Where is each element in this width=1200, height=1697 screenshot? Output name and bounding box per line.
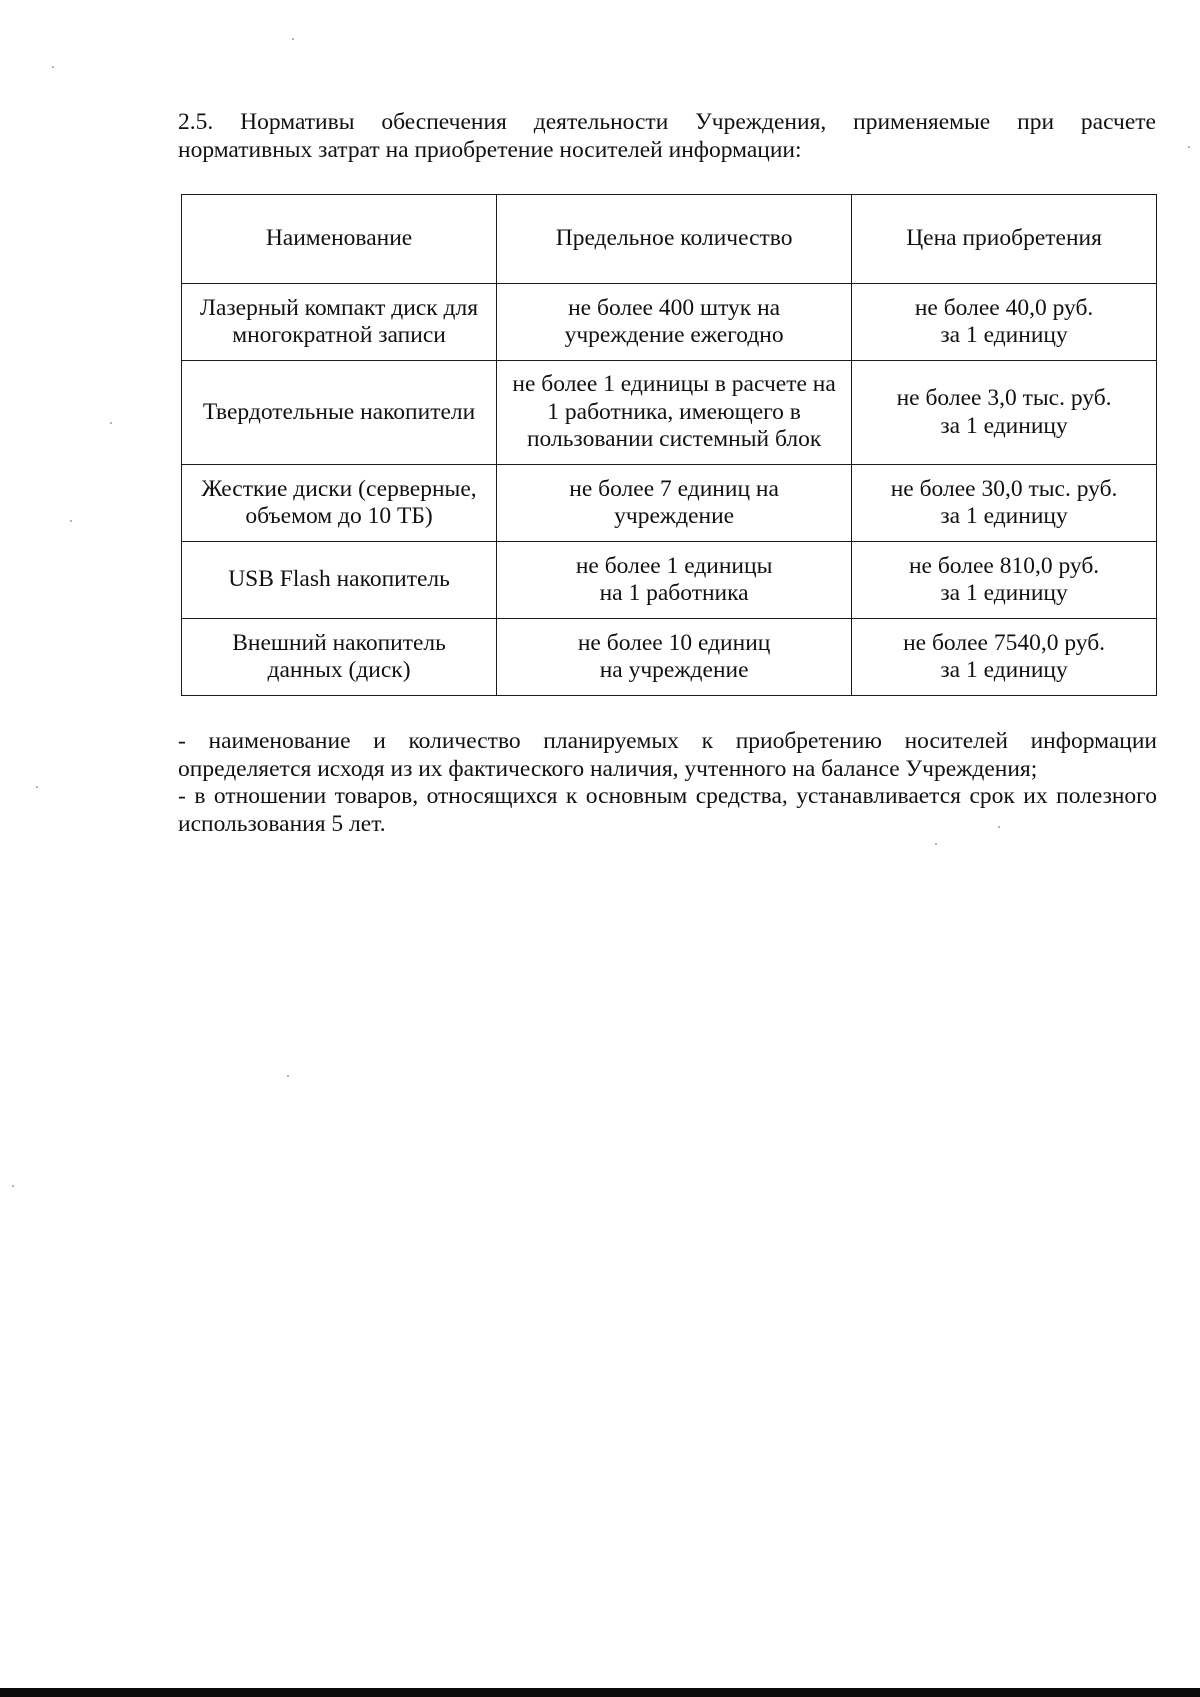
cell-name <box>182 542 497 619</box>
cell-text: не более 810,0 руб. <box>908 552 1100 579</box>
cell-text: не более 7540,0 руб. <box>903 629 1106 656</box>
cell-text: не более 400 штук на <box>568 294 781 321</box>
cell-text: объемом до 10 ТБ) <box>245 503 433 529</box>
cell-text: данных (диск) <box>267 657 411 683</box>
header-name: Наименование <box>182 195 497 284</box>
notes-block <box>178 728 1157 838</box>
cell-price <box>852 284 1157 361</box>
table-header-row <box>182 195 1157 284</box>
cell-text: на 1 работника <box>599 580 749 606</box>
cell-text: за 1 единицу <box>940 657 1068 683</box>
cell-name <box>182 284 497 361</box>
note-paragraph: - в отношении товаров, относящихся к основным средства, устанавливается срок их полезного использования 5 лет. <box>178 783 1157 837</box>
header-price: Цена приобретения <box>852 195 1157 284</box>
cell-text: не более 7 единиц на <box>569 475 779 502</box>
norms-table <box>181 194 1157 696</box>
cell-name <box>182 465 497 542</box>
cell-text: за 1 единицу <box>940 503 1068 529</box>
cell-text: Внешний накопитель <box>232 629 446 656</box>
scan-bottom-edge <box>0 1688 1200 1697</box>
cell-text: не более 1 единицы <box>575 552 773 579</box>
scan-speck <box>1188 146 1190 148</box>
cell-quantity <box>497 619 852 696</box>
scan-speck <box>70 520 72 522</box>
section-heading <box>178 108 1156 164</box>
cell-text: 1 работника, имеющего в <box>547 398 801 425</box>
cell-price <box>852 619 1157 696</box>
cell-text: за 1 единицу <box>940 412 1068 439</box>
scan-speck <box>52 66 54 68</box>
scan-speck <box>935 843 937 845</box>
cell-text: учреждение ежегодно <box>564 322 784 348</box>
cell-text: Лазерный компакт диск для <box>200 294 479 321</box>
cell-name <box>182 619 497 696</box>
section-heading-line-1: 2.5. Нормативы обеспечения деятельности Учреждения, применяемые при расчете <box>178 109 1156 135</box>
section-heading-line-2: нормативных затрат на приобретение носителей информации: <box>178 137 802 163</box>
cell-text: многократной записи <box>232 322 446 348</box>
cell-text: не более 30,0 тыс. руб. <box>890 475 1118 502</box>
cell-text: за 1 единицу <box>940 580 1068 606</box>
cell-text: не более 10 единиц <box>577 629 771 656</box>
cell-text: учреждение <box>614 503 735 529</box>
cell-text: на учреждение <box>599 657 749 683</box>
cell-text: за 1 единицу <box>940 322 1068 348</box>
note-paragraph: - наименование и количество планируемых к приобретению носителей информации определяется исходя из их фактического наличия, учтенного на балансе Учреждения; <box>178 728 1157 782</box>
cell-text: USB Flash накопитель <box>228 566 450 593</box>
cell-text: пользовании системный блок <box>526 426 822 453</box>
scan-speck <box>292 38 294 40</box>
table-row <box>182 619 1157 696</box>
table-row <box>182 361 1157 465</box>
scan-speck <box>36 786 38 788</box>
scan-speck <box>12 1185 14 1187</box>
cell-text: Жесткие диски (серверные, <box>201 475 477 502</box>
cell-quantity <box>497 284 852 361</box>
table-row <box>182 542 1157 619</box>
cell-text: не более 3,0 тыс. руб. <box>896 385 1112 411</box>
cell-name <box>182 361 497 465</box>
scan-speck <box>998 826 1000 828</box>
cell-price <box>852 361 1157 465</box>
cell-price <box>852 465 1157 542</box>
scan-speck <box>287 1075 289 1077</box>
cell-quantity <box>497 465 852 542</box>
header-quantity: Предельное количество <box>497 195 852 284</box>
cell-quantity <box>497 542 852 619</box>
cell-text: не более 40,0 руб. <box>914 294 1094 321</box>
cell-text: не более 1 единицы в расчете на <box>512 371 836 398</box>
table-row <box>182 465 1157 542</box>
scan-speck <box>110 422 112 424</box>
cell-text: Твердотельные накопители <box>202 398 476 425</box>
cell-quantity <box>497 361 852 465</box>
table-row <box>182 284 1157 361</box>
cell-price <box>852 542 1157 619</box>
